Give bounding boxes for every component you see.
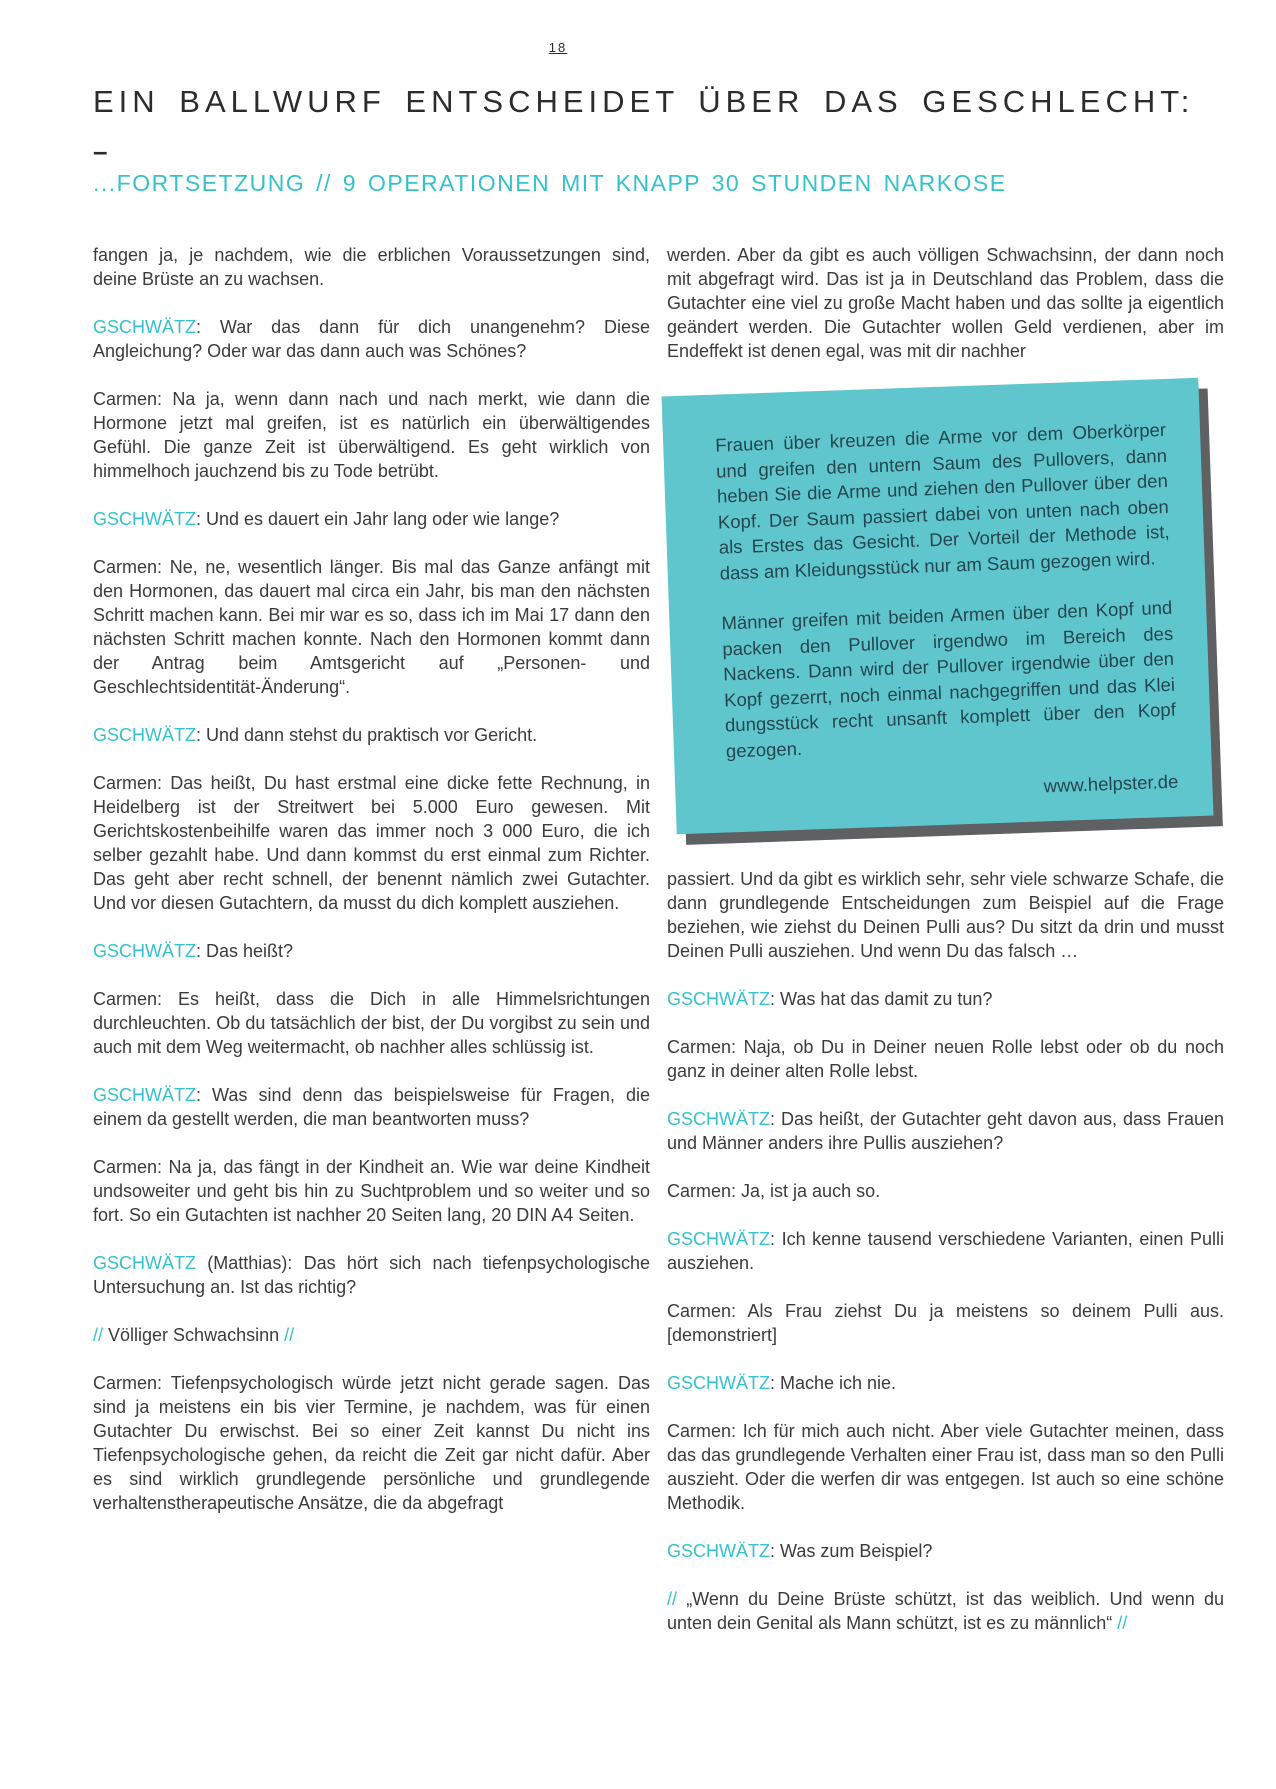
text-segment: Männer greifen mit beiden Armen über den Kopf und packen den Pullover irgendwo im Bereich des Nackens. Dann wird der Pullover irgendwie über den Kopf gezerrt, noch einmal nachgegriffen und das Klei dungsstück recht unsanft komplett über den Kopf gezogen. <box>721 596 1177 761</box>
text-segment: // <box>93 1325 109 1345</box>
text-segment: : Und es dauert ein Jahr lang oder wie lange? <box>196 509 560 529</box>
paragraph <box>667 1587 1224 1635</box>
page-number: 18 <box>548 40 568 55</box>
speaker-label: GSCHWÄTZ <box>667 1372 770 1393</box>
paragraph <box>667 1107 1224 1155</box>
text-segment: Carmen: Das heißt, Du hast erstmal eine dicke fette Rechnung, in Heidelberg ist der Streitwert bei 5.000 Euro gewesen. Mit Gerichtskostenbeihilfe waren das immer noch 3 000 Euro, die ich selber gezahlt habe. Und dann kommst du erst einmal zum Richter. Das geht aber recht schnell, der benennt nämlich zwei Gutachter. Und vor diesen Gutachtern, da musst du dich komplett ausziehen. <box>93 773 650 913</box>
text-segment: Carmen: Als Frau ziehst Du ja meistens so deinem Pulli aus. [demonstriert] <box>667 1300 1224 1345</box>
paragraph <box>93 771 650 915</box>
text-segment: Frauen über kreuzen die Arme vor dem Oberkörper und greifen den untern Saum des Pullovers, dann heben Sie die Arme und ziehen den Pullover über den Kopf. Der Saum passiert dabei von unten nach oben als Erstes das Gesicht. Der Vorteil der Methode ist, dass am Kleidungsstück nur am Saum gezogen wird. <box>714 418 1170 584</box>
paragraph <box>93 1083 650 1131</box>
text-segment: : Mache ich nie. <box>770 1372 897 1393</box>
text-segment: Carmen: Ja, ist ja auch so. <box>667 1180 881 1201</box>
right-column-bottom <box>667 867 1224 1635</box>
pull-quote-text <box>715 417 1177 764</box>
paragraph <box>93 243 650 291</box>
paragraph <box>667 1419 1224 1515</box>
text-segment: : Ich kenne tausend verschiedene Varianten, einen Pulli ausziehen. <box>667 1228 1224 1273</box>
paragraph <box>667 1035 1224 1083</box>
speaker-label: GSCHWÄTZ <box>93 725 196 745</box>
text-segment: // <box>284 1325 295 1345</box>
text-segment: : War das dann für dich unangenehm? Diese Angleichung? Oder war das dann auch was Schönes? <box>93 317 650 361</box>
speaker-label: GSCHWÄTZ <box>93 1253 196 1273</box>
text-segment: // <box>1117 1612 1128 1633</box>
text-segment: : Was zum Beispiel? <box>770 1540 933 1561</box>
pull-quote-box <box>662 378 1214 834</box>
text-segment: fangen ja, je nachdem, wie die erblichen Voraussetzungen sind, deine Brüste an zu wachsen. <box>93 245 650 289</box>
paragraph <box>93 315 650 363</box>
paragraph <box>667 1227 1224 1275</box>
paragraph <box>667 1179 1224 1203</box>
speaker-label: GSCHWÄTZ <box>93 509 196 529</box>
paragraph <box>93 1155 650 1227</box>
speaker-label: GSCHWÄTZ <box>667 1540 770 1561</box>
paragraph <box>93 1323 650 1347</box>
paragraph <box>667 1539 1224 1563</box>
paragraph <box>667 867 1224 963</box>
text-segment: : Das heißt? <box>196 941 294 961</box>
speaker-label: GSCHWÄTZ <box>667 1228 770 1249</box>
paragraph <box>93 1251 650 1299</box>
paragraph <box>667 1371 1224 1395</box>
paragraph <box>721 595 1177 764</box>
text-segment: : Was hat das damit zu tun? <box>770 988 993 1009</box>
text-segment: Carmen: Ne, ne, wesentlich länger. Bis mal das Ganze anfängt mit den Hormonen, das dauert mal circa ein Jahr, bis man den nächsten Schritt machen kann. Bei mir war es so, dass ich im Mai 17 dann den nächsten Schritt machen konnte. Nach den Hormonen kommt dann der Antrag beim Amtsgericht auf „Personen- und Geschlechtsidentität-Änderung“. <box>93 557 650 697</box>
text-segment: Carmen: Es heißt, dass die Dich in alle Himmelsrichtungen durchleuchten. Ob du tatsächlich der bist, der Du vorgibst zu sein und auch mit dem Weg weitermacht, ob nachher alles schlüssig ist. <box>93 989 650 1057</box>
text-segment: // <box>667 1588 687 1609</box>
text-segment: „Wenn du Deine Brüste schützt, ist das weiblich. Und wenn du unten dein Genital als Mann schützt, ist es zu männlich“ <box>667 1588 1224 1633</box>
text-segment: (Matthias): Das hört sich nach tiefenpsychologische Untersuchung an. Ist das richtig? <box>93 1253 650 1297</box>
paragraph <box>667 987 1224 1011</box>
paragraph <box>667 243 1224 363</box>
article-subtitle: ...FORTSETZUNG // 9 OPERATIONEN MIT KNAPP 30 STUNDEN NARKOSE <box>93 170 1007 196</box>
text-segment: Carmen: Tiefenpsychologisch würde jetzt nicht gerade sagen. Das sind ja meistens ein bis vier Termine, je nachdem, was für einen Gutachter Du erwischst. Bei so einer Zeit kannst Du nicht ins Tiefenpsychologische gehen, da reicht die Zeit gar nicht dafür. Aber es sind wirklich grundlegende persönliche und grundlegende verhaltenstherapeutische Ansätze, die da abgefragt <box>93 1373 650 1513</box>
paragraph <box>93 723 650 747</box>
text-segment: : Und dann stehst du praktisch vor Gericht. <box>196 725 538 745</box>
paragraph <box>93 555 650 699</box>
text-segment: : Das heißt, der Gutachter geht davon aus, dass Frauen und Männer anders ihre Pullis ausziehen? <box>667 1108 1224 1153</box>
paragraph <box>667 1299 1224 1347</box>
text-segment: Carmen: Ich für mich auch nicht. Aber viele Gutachter meinen, dass das das grundlegende Verhalten einer Frau ist, dass man so den Pulli auszieht. Oder die werfen dir was entgegen. Ist auch so eine schöne Methodik. <box>667 1420 1224 1513</box>
paragraph <box>93 507 650 531</box>
text-segment: passiert. Und da gibt es wirklich sehr, sehr viele schwarze Schafe, die dann grundlegende Entscheidungen zum Beispiel auf die Frage beziehen, wie ziehst du Deinen Pulli aus? Du sitzt da drin und musst Deinen Pulli ausziehen. Und wenn Du das falsch … <box>667 868 1224 961</box>
paragraph <box>93 987 650 1059</box>
text-segment: : Was sind denn das beispielsweise für Fragen, die einem da gestellt werden, die man beantworten muss? <box>93 1085 650 1129</box>
speaker-label: GSCHWÄTZ <box>667 1108 770 1129</box>
paragraph <box>93 939 650 963</box>
pull-quote-source: www.helpster.de <box>1043 770 1179 797</box>
text-segment: Völliger Schwachsinn <box>108 1325 285 1345</box>
article-title: EIN BALLWURF ENTSCHEIDET ÜBER DAS GESCHLECHT: <box>93 84 1195 119</box>
paragraph <box>93 387 650 483</box>
text-segment: Carmen: Na ja, das fängt in der Kindheit an. Wie war deine Kindheit undsoweiter und geht bis hin zu Suchtproblem und so weiter und so fort. So ein Gutachten ist nachher 20 Seiten lang, 20 DIN A4 Seiten. <box>93 1157 650 1225</box>
text-segment: Carmen: Na ja, wenn dann nach und nach merkt, wie dann die Hormone jetzt mal greifen, ist es natürlich ein überwältigendes Gefühl. Die ganze Zeit ist überwältigend. Es geht wirklich von himmelhoch jauchzend bis zu Tode betrübt. <box>93 389 650 481</box>
right-column <box>667 243 1224 1659</box>
text-segment: Carmen: Naja, ob Du in Deiner neuen Rolle lebst oder ob du noch ganz in deiner alten Rolle lebst. <box>667 1036 1224 1081</box>
title-dash: – <box>93 136 108 166</box>
speaker-label: GSCHWÄTZ <box>93 941 196 961</box>
paragraph <box>93 1371 650 1515</box>
left-column <box>93 243 650 1539</box>
speaker-label: GSCHWÄTZ <box>93 317 196 337</box>
speaker-label: GSCHWÄTZ <box>667 988 770 1009</box>
right-column-top <box>667 243 1224 363</box>
paragraph <box>715 417 1171 586</box>
speaker-label: GSCHWÄTZ <box>93 1085 196 1105</box>
text-segment: werden. Aber da gibt es auch völligen Schwachsinn, der dann noch mit abgefragt wird. Das ist ja in Deutschland das Problem, dass die Gutachter eine viel zu große Macht haben und das sollte ja eigentlich geändert werden. Die Gutachter wollen Geld verdienen, aber im Endeffekt ist denen egal, was mit dir nachher <box>667 245 1224 361</box>
